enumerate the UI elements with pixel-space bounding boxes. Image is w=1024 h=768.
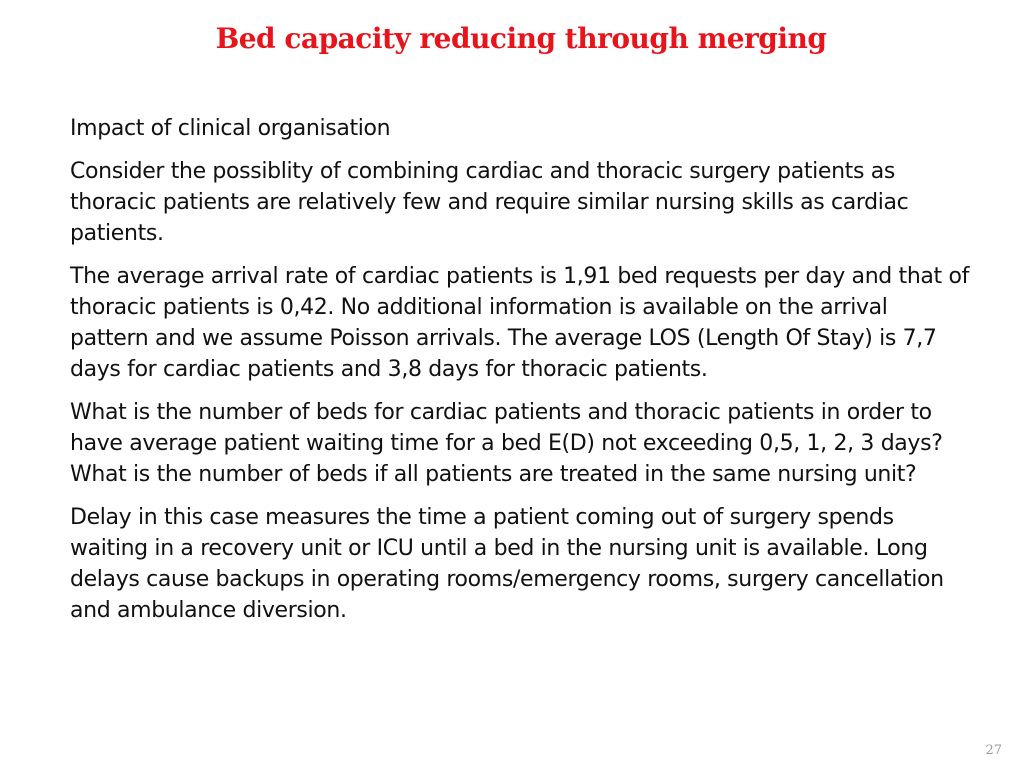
paragraph-delay: Delay in this case measures the time a patient coming out of surgery spends waiting in a recovery unit or ICU until a bed in the nursing unit is available. Long delays cause backups in operating rooms/emergency rooms, surgery cancellation and ambulance diversion. <box>70 505 944 623</box>
slide-body <box>70 113 970 638</box>
paragraph-heading: Impact of clinical organisation <box>70 116 391 141</box>
paragraph-question: What is the number of beds for cardiac patients and thoracic patients in order to have average patient waiting time for a bed E(D) not exceeding 0,5, 1, 2, 3 days? What is the number of beds if all patients are treated in the same nursing unit? <box>70 400 943 487</box>
page-number: 27 <box>985 743 1002 758</box>
slide-title: Bed capacity reducing through merging <box>215 22 827 55</box>
paragraph-arrival-rates: The average arrival rate of cardiac patients is 1,91 bed requests per day and that of thoracic patients is 0,42. No additional information is available on the arrival pattern and we assume Poisson arrivals. The average LOS (Length Of Stay) is 7,7 days for cardiac patients and 3,8 days for thoracic patients. <box>70 264 969 382</box>
paragraph-combining: Consider the possiblity of combining cardiac and thoracic surgery patients as thoracic patients are relatively few and require similar nursing skills as cardiac patients. <box>70 159 909 246</box>
